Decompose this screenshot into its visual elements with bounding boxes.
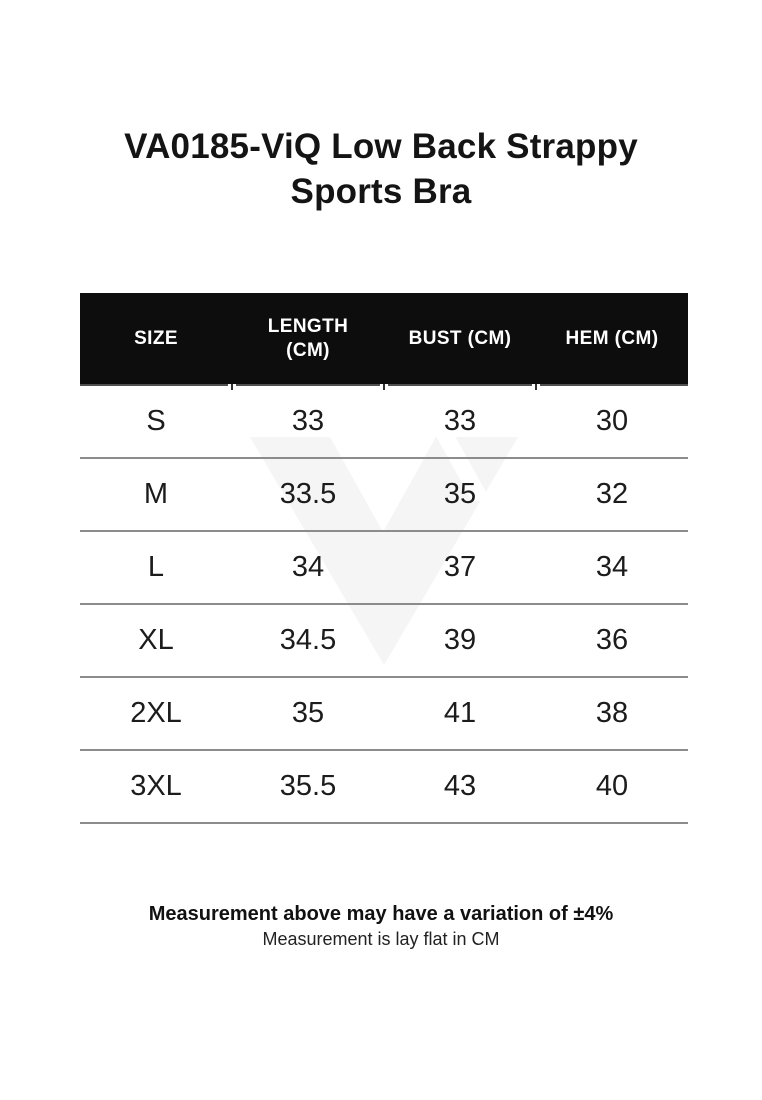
- page-title-line2: Sports Bra: [290, 172, 472, 211]
- header-underline-segment: [236, 384, 380, 386]
- bust-cell: 39: [443, 624, 477, 656]
- length-cell: 34: [291, 551, 325, 583]
- size-cell: 2XL: [130, 697, 182, 729]
- bust-cell: 37: [443, 551, 477, 583]
- column-header-bust: BUST (CM): [408, 327, 512, 349]
- column-header-length: LENGTH (CM): [267, 315, 349, 361]
- lay-flat-note: Measurement is lay flat in CM: [262, 929, 500, 949]
- size-cell: XL: [138, 624, 174, 656]
- table-row-m: [80, 459, 688, 532]
- variation-note: Measurement above may have a variation of ±4%: [148, 903, 614, 925]
- header-underline-segment: [388, 384, 532, 386]
- table-row-xl: [80, 605, 688, 678]
- column-header-hem: HEM (CM): [565, 327, 659, 349]
- size-cell: M: [143, 478, 169, 510]
- size-cell: 3XL: [130, 770, 182, 802]
- table-row-3xl: [80, 751, 688, 824]
- hem-cell: 40: [595, 770, 629, 802]
- column-header-size: SIZE: [134, 327, 178, 349]
- hem-cell: 30: [595, 405, 629, 437]
- size-chart-table: [80, 293, 688, 824]
- hem-cell: 34: [595, 551, 629, 583]
- table-row-2xl: [80, 678, 688, 751]
- size-cell: L: [147, 551, 165, 583]
- column-border-tick: [383, 384, 385, 390]
- table-row-s: [80, 386, 688, 459]
- length-cell: 35.5: [279, 770, 337, 802]
- size-cell: S: [146, 405, 166, 437]
- hem-cell: 32: [595, 478, 629, 510]
- length-cell: 33: [291, 405, 325, 437]
- header-underline-segment: [540, 384, 688, 386]
- length-cell: 33.5: [279, 478, 337, 510]
- bust-cell: 35: [443, 478, 477, 510]
- length-cell: 34.5: [279, 624, 337, 656]
- table-header-row: [80, 293, 688, 384]
- column-border-tick: [535, 384, 537, 390]
- column-border-tick: [231, 384, 233, 390]
- page-title-line1: VA0185-ViQ Low Back Strappy: [124, 127, 638, 166]
- hem-cell: 36: [595, 624, 629, 656]
- bust-cell: 43: [443, 770, 477, 802]
- bust-cell: 33: [443, 405, 477, 437]
- page-title: [0, 124, 762, 214]
- hem-cell: 38: [595, 697, 629, 729]
- bust-cell: 41: [443, 697, 477, 729]
- measurement-notes: [0, 902, 762, 951]
- length-cell: 35: [291, 697, 325, 729]
- table-body: [80, 386, 688, 824]
- table-row-l: [80, 532, 688, 605]
- header-underline-segment: [80, 384, 228, 386]
